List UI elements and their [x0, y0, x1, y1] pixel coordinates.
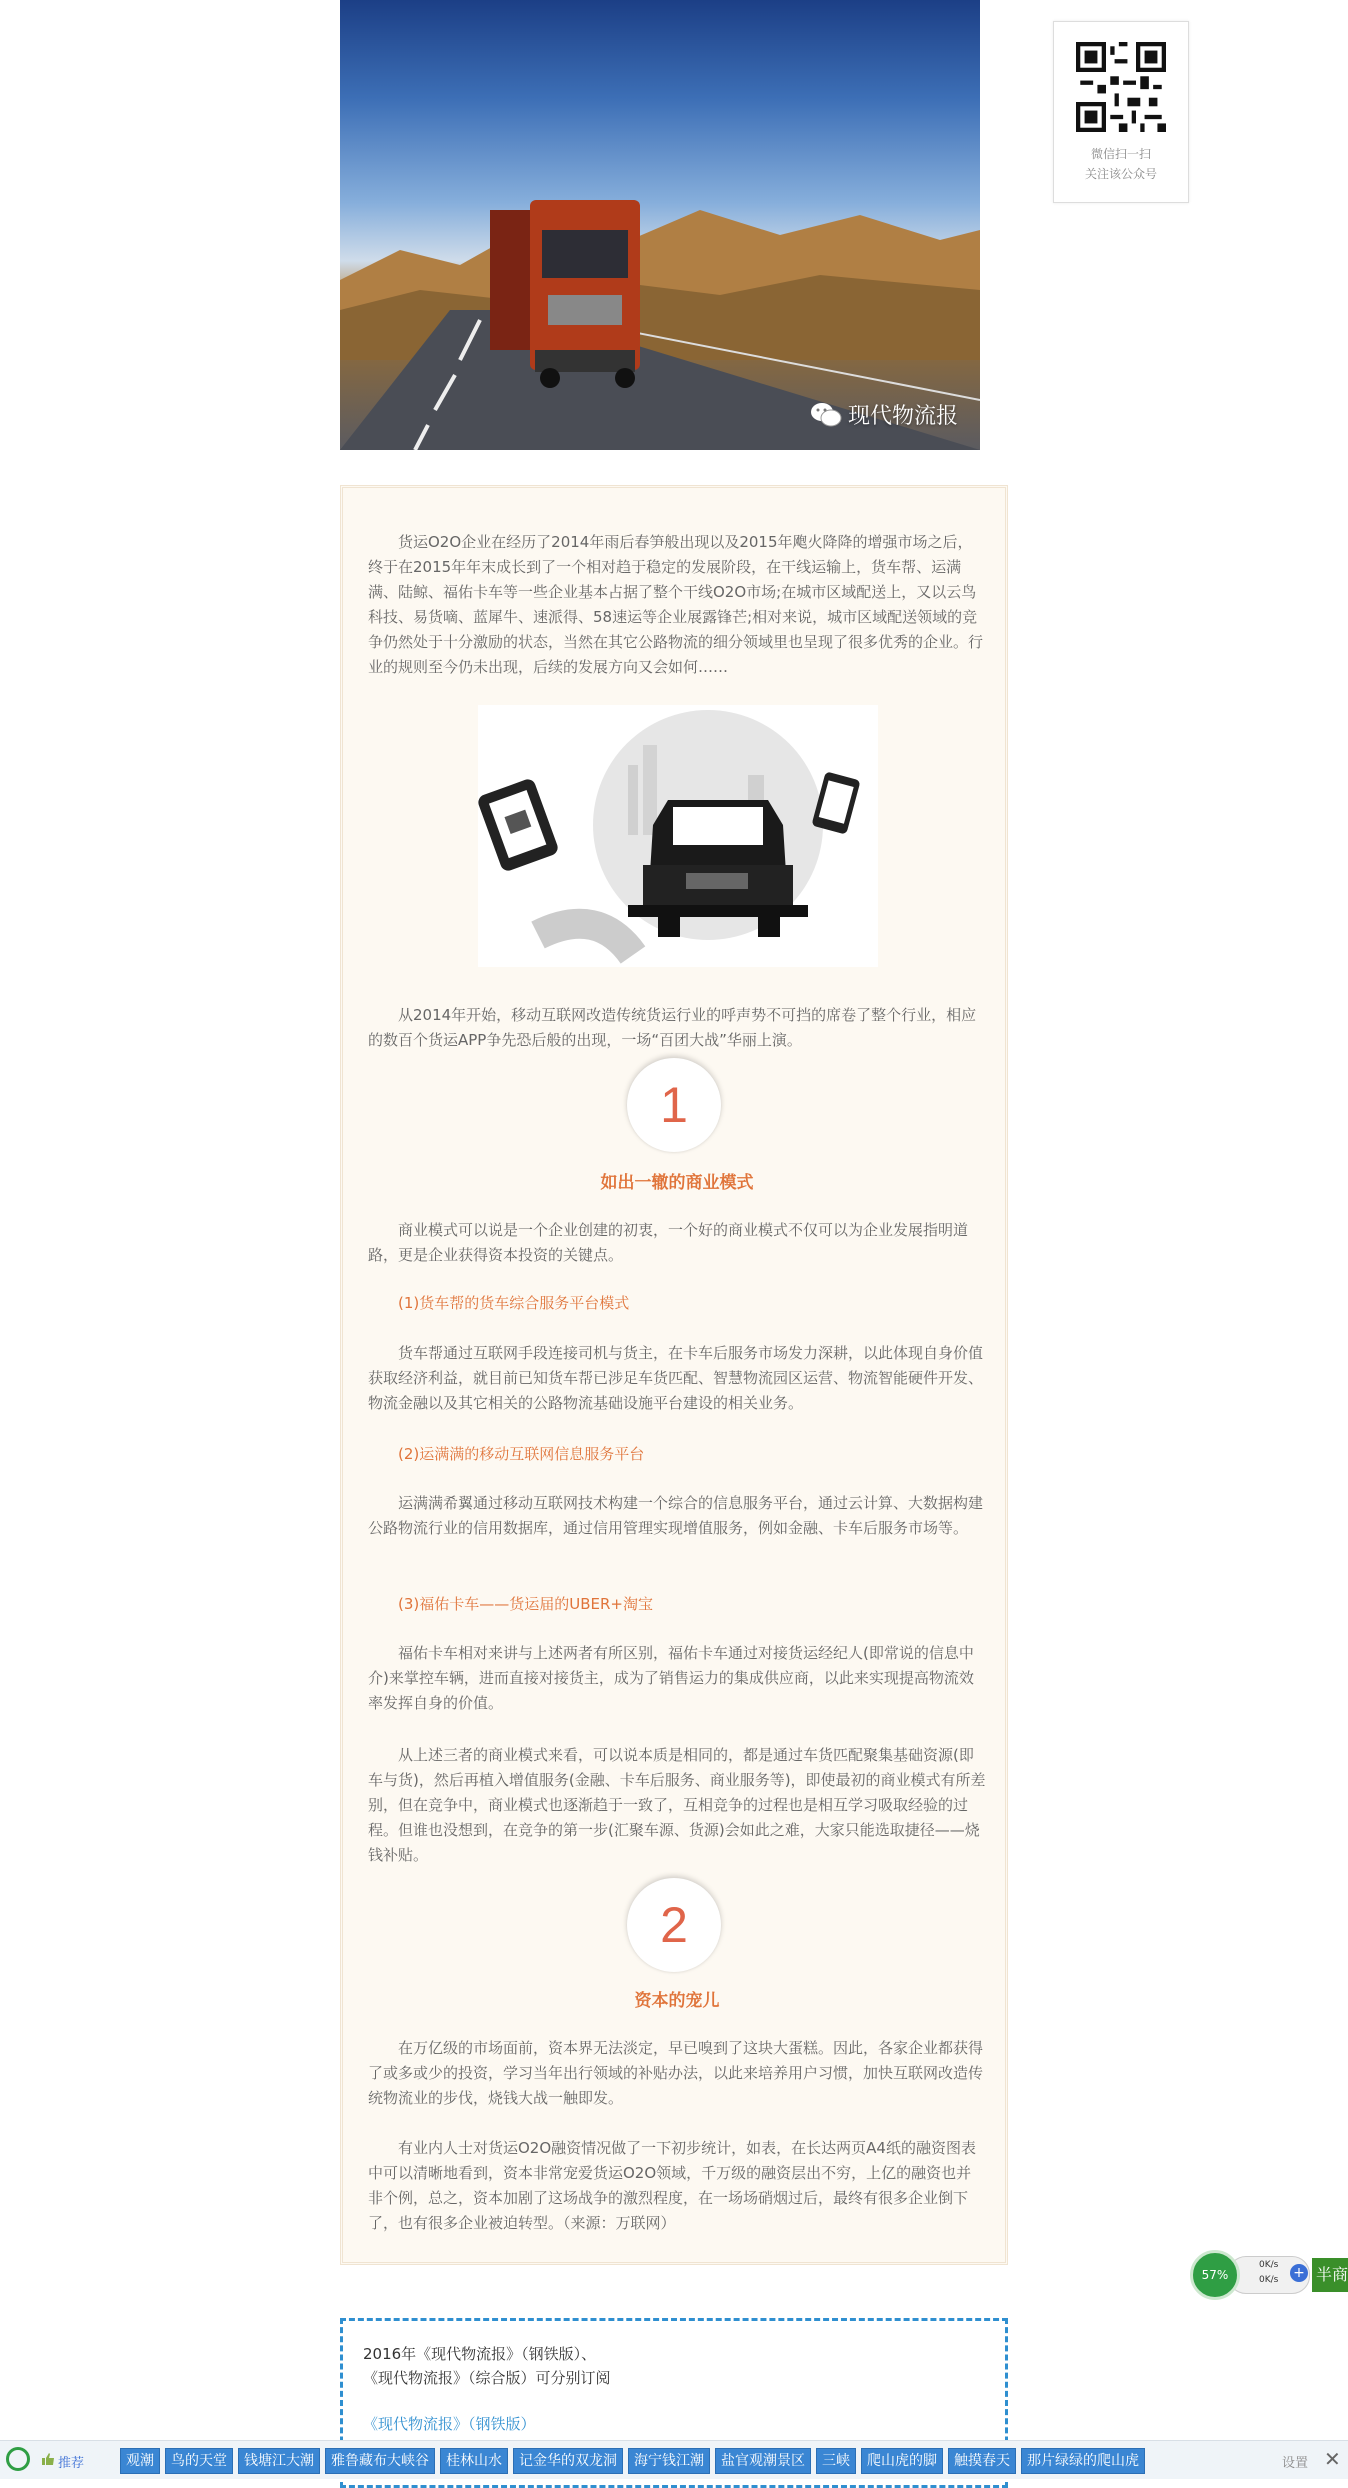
hot-search-item[interactable]: 盐官观潮景区	[715, 2448, 811, 2474]
article-body	[340, 485, 1008, 2265]
side-tab[interactable]: 半商	[1312, 2258, 1348, 2292]
subscribe-line-1: 2016年《现代物流报》（钢铁版）、	[363, 2345, 597, 2363]
subscribe-line-2: 《现代物流报》（综合版）可分别订阅	[363, 2369, 611, 2387]
hot-search-item[interactable]: 海宁钱江潮	[628, 2448, 710, 2474]
close-icon[interactable]: ✕	[1324, 2447, 1341, 2471]
section1-p1: 货车帮通过互联网手段连接司机与货主，在卡车后服务市场发力深耕，以此体现自身价值获取经济利益，就目前已知货车帮已涉足车货匹配、智慧物流园区运营、物流智能硬件开发、物流金融以及其它相关的公路物流基础设施平台建设的相关业务。	[368, 1344, 984, 1412]
hot-search-item[interactable]: 三峡	[816, 2448, 856, 2474]
qr-code[interactable]	[1076, 42, 1166, 132]
section1-p2: 运满满希翼通过移动互联网技术构建一个综合的信息服务平台，通过云计算、大数据构建公路物流行业的信用数据库，通过信用管理实现增值服务，例如金融、卡车后服务市场等。	[368, 1494, 984, 1537]
hot-search-item[interactable]: 桂林山水	[440, 2448, 508, 2474]
download-speed: 0K/s	[1259, 2275, 1279, 2285]
qr-card	[1053, 21, 1189, 203]
thumb-icon	[42, 2453, 54, 2465]
truck-illustration	[490, 200, 650, 390]
section2-p1: 在万亿级的市场面前，资本界无法淡定，早已嗅到了这块大蛋糕。因此，各家企业都获得了或多或少的投资，学习当年出行领域的补贴办法，以此来培养用户习惯，加快互联网改造传统物流业的步伐，烧钱大战一触即发。	[368, 2039, 984, 2107]
settings-link[interactable]: 设置	[1282, 2456, 1309, 2471]
plus-icon[interactable]: +	[1290, 2264, 1308, 2282]
hero-image	[340, 0, 980, 450]
section-number-2: 2	[627, 1878, 721, 1972]
subscribe-link[interactable]: 《现代物流报》（钢铁版）	[363, 2415, 536, 2433]
recommend-text: 推荐	[58, 2456, 85, 2471]
memory-percent[interactable]: 57%	[1190, 2250, 1240, 2300]
section1-p4: 从上述三者的商业模式来看，可以说本质是相同的，都是通过车货匹配聚集基础资源(即车与货)，然后再植入增值服务(金融、卡车后服务、商业服务等)，即使最初的商业模式有所差别，但在竞争中，商业模式也逐渐趋于一致了，互相竞争的过程也是相互学习吸取经验的过程。但谁也没想到，在竞争的第一步(汇聚车源、货源)会如此之难，大家只能选取捷径——烧钱补贴。	[368, 1746, 986, 1864]
recommend-label	[58, 2452, 84, 2471]
subheading-1: (1)货车帮的货车综合服务平台模式	[398, 1294, 630, 1312]
section2-p2: 有业内人士对货运O2O融资情况做了一下初步统计，如表，在长达两页A4纸的融资图表中可以清晰地看到，资本非常宠爱货运O2O领域，千万级的融资层出不穷，上亿的融资也并非个例，总之，资本加剧了这场战争的激烈程度，在一场场硝烟过后，最终有很多企业倒下了，也有很多企业被迫转型。（来源：万联网）	[368, 2139, 976, 2232]
qr-caption-1: 微信扫一扫	[1090, 147, 1151, 161]
paragraph-2: 从2014年开始，移动互联网改造传统货运行业的呼声势不可挡的席卷了整个行业，相应的数百个货运APP争先恐后般的出现，一场“百团大战”华丽上演。	[368, 1006, 977, 1049]
hot-search-item[interactable]: 鸟的天堂	[165, 2448, 233, 2474]
hot-search-list	[120, 2448, 1145, 2474]
section-title-2: 资本的宠儿	[634, 1991, 720, 2011]
hot-search-item[interactable]: 那片绿绿的爬山虎	[1021, 2448, 1145, 2474]
hot-search-item[interactable]: 记金华的双龙洞	[513, 2448, 623, 2474]
section-number-1: 1	[627, 1058, 721, 1152]
subheading-2: (2)运满满的移动互联网信息服务平台	[398, 1445, 645, 1463]
intro-paragraph: 货运O2O企业在经历了2014年雨后春笋般出现以及2015年飑火降降的增强市场之后，终于在2015年年末成长到了一个相对趋于稳定的发展阶段，在干线运输上，货车帮、运满满、陆鲸、福佑卡车等一些企业基本占据了整个干线O2O市场;在城市区域配送上，又以云鸟科技、易货嘀、蓝犀牛、速派得、58速运等企业展露锋芒;相对来说，城市区域配送领域的竞争仍然处于十分激励的状态，当然在其它公路物流的细分领域里也呈现了很多优秀的企业。行业的规则至今仍未出现，后续的发展方向又会如何……	[368, 533, 984, 676]
hot-search-item[interactable]: 触摸春天	[948, 2448, 1016, 2474]
browser-logo-icon[interactable]	[6, 2447, 30, 2471]
hot-search-item[interactable]: 观潮	[120, 2448, 160, 2474]
watermark-text: 现代物流报	[847, 404, 958, 429]
bottom-toolbar	[0, 2440, 1348, 2479]
watermark	[810, 399, 958, 430]
section-title-1: 如出一辙的商业模式	[600, 1173, 754, 1193]
qr-caption-2: 关注该公众号	[1084, 167, 1157, 181]
hot-search-item[interactable]: 爬山虎的脚	[861, 2448, 943, 2474]
upload-speed: 0K/s	[1259, 2260, 1279, 2270]
wechat-icon	[810, 402, 842, 428]
network-speed-widget[interactable]	[1190, 2250, 1348, 2300]
hot-search-item[interactable]: 雅鲁藏布大峡谷	[325, 2448, 435, 2474]
delivery-illustration	[478, 705, 878, 967]
hot-search-item[interactable]: 钱塘江大潮	[238, 2448, 320, 2474]
section1-p3: 福佑卡车相对来讲与上述两者有所区别，福佑卡车通过对接货运经纪人(即常说的信息中介)来掌控车辆，进而直接对接货主，成为了销售运力的集成供应商，以此来实现提高物流效率发挥自身的价值。	[368, 1644, 974, 1712]
subheading-3: (3)福佑卡车——货运届的UBER+淘宝	[398, 1595, 653, 1613]
section1-intro: 商业模式可以说是一个企业创建的初衷，一个好的商业模式不仅可以为企业发展指明道路，更是企业获得资本投资的关键点。	[368, 1221, 969, 1264]
